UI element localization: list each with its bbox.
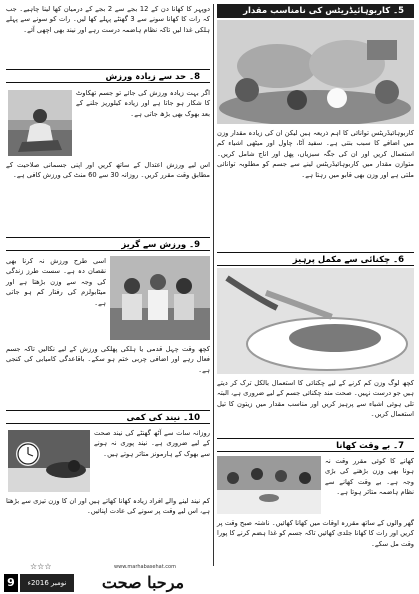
page-number-box	[4, 574, 18, 592]
intro-paragraph: دوپہر کا کھانا دن کے 12 بجے سے 2 بجے کے درمیان کھا لینا چاہیے۔ جب کہ رات کا کھانا سونے سے 3 گھنٹے پہلے کھا لیں۔ رات کو سونے سے پہلے ہلکی غذا لیں تاکہ نظام ہاضمہ درست رہے اور نیند بھی اچھی آئے۔	[6, 5, 210, 34]
page-number: 9	[7, 576, 15, 589]
page-footer	[0, 564, 419, 594]
section-8-paragraph-b: اس لیے ورزش اعتدال کے ساتھ کریں اور اپنی جسمانی صلاحیت کے مطابق وقت مقرر کریں۔ روزانہ 30 سے 60 منٹ کی ورزش کافی ہے۔	[6, 161, 210, 180]
section-6-paragraph: کچھ لوگ وزن کم کرنے کے لیے چکنائی کا استعمال بالکل ترک کر دیتے ہیں جو درست نہیں۔ صحت مند چکنائی جسم کے لیے ضروری ہے، البتہ تلی ہوئی اشیاء سے پرہیز کریں اور مناسب مقدار میں زیتون کا تیل استعمال کریں۔	[217, 379, 414, 419]
section-7-paragraph-b: گھر والوں کے ساتھ مقررہ اوقات میں کھانا کھائیں۔ ناشتہ صبح وقت پر کریں اور رات کا کھانا جلدی کھائیں تاکہ جسم کو غذا ہضم کرنے کا پورا وقت مل سکے۔	[217, 519, 414, 548]
fork-and-plate-photo	[217, 268, 414, 374]
section-5-paragraph: کاربوہائیڈریٹس توانائی کا اہم ذریعہ ہیں لیکن ان کی زیادہ مقدار وزن میں اضافے کا سبب بنتی ہے۔ سفید آٹا، چاول اور میٹھی اشیاء کم استعمال کریں اور ان کی جگہ سبزیاں، پھل اور اناج شامل کریں۔ متوازن مقدار میں کاربوہائیڈریٹس لینے سے جسم کو مطلوبہ توانائی ملتی ہے اور وزن بھی قابو میں رہتا ہے۔	[217, 129, 414, 179]
section-10-text-a	[94, 428, 210, 459]
section-10-heading: 10۔ نیند کی کمی	[6, 410, 210, 424]
section-5-text	[217, 128, 414, 180]
section-7-heading: 7۔ بے وقت کھانا	[217, 438, 414, 452]
section-8-heading: 8۔ حد سے زیادہ ورزش	[6, 69, 210, 83]
section-6-text	[217, 378, 414, 420]
section-10-paragraph-b: کم نیند لینے والے افراد زیادہ کھانا کھاتے ہیں اور ان کا وزن تیزی سے بڑھتا ہے، اس لیے وقت پر سونے کی عادت اپنائیں۔	[6, 497, 210, 516]
section-8-text-b	[6, 160, 210, 181]
carbohydrate-foods-photo	[217, 20, 414, 124]
column-divider	[213, 4, 214, 566]
website-url[interactable]: www.marhabasehat.com	[114, 564, 176, 570]
issue-date-box	[20, 574, 74, 592]
decorative-stars: ☆☆☆	[30, 562, 52, 571]
issue-date: نومبر 2016ء	[27, 579, 67, 587]
section-9-text-a	[6, 256, 106, 308]
section-9-text-b	[6, 344, 210, 375]
section-5-heading: 5۔ کاربوہائیڈریٹس کی نامناسب مقدار	[217, 4, 414, 18]
section-10-paragraph-a: روزانہ سات سے آٹھ گھنٹے کی نیند صحت کے لیے ضروری ہے۔ نیند پوری نہ ہونے سے بھوک کے ہارمونز متاثر ہوتے ہیں۔	[94, 429, 210, 458]
section-8-paragraph-a: اگر بہت زیادہ ورزش کی جائے تو جسم تھکاوٹ کا شکار ہو جاتا ہے اور زیادہ کیلوریز جلنے کے بعد بھوک بھی بڑھ جاتی ہے۔	[76, 89, 210, 118]
intro-text	[6, 4, 210, 35]
people-on-couch-photo	[110, 256, 210, 340]
section-9-paragraph-b: کچھ وقت چہل قدمی یا ہلکی پھلکی ورزش کے لیے نکالیں تاکہ جسم فعال رہے اور اضافی چربی ختم ہو سکے۔ باقاعدگی کامیابی کی کنجی ہے۔	[6, 345, 210, 374]
section-9-paragraph-a: اسی طرح ورزش نہ کرنا بھی نقصان دہ ہے۔ سست طرز زندگی کی وجہ سے وزن بڑھتا ہے اور میٹابولزم کی رفتار کم ہو جاتی ہے۔	[6, 257, 106, 307]
family-dinner-photo	[217, 456, 321, 514]
section-6-heading: 6۔ چکنائی سے مکمل پرہیز	[217, 252, 414, 266]
woman-on-grass-photo	[8, 90, 72, 156]
section-8-text-a	[76, 88, 210, 119]
section-7-paragraph-a: کھانے کا کوئی مقرر وقت نہ ہونا بھی وزن بڑھنے کی بڑی وجہ ہے۔ بے وقت کھانے سے نظام ہاضمہ متاثر ہوتا ہے۔	[325, 457, 414, 497]
woman-with-alarm-clock-photo	[8, 430, 90, 492]
section-9-heading: 9۔ ورزش سے گریز	[6, 237, 210, 251]
section-10-text-b	[6, 496, 210, 517]
magazine-logo: مرحبا صحت	[101, 573, 185, 592]
section-7-text-b	[217, 518, 414, 549]
section-7-text-a	[325, 456, 414, 498]
